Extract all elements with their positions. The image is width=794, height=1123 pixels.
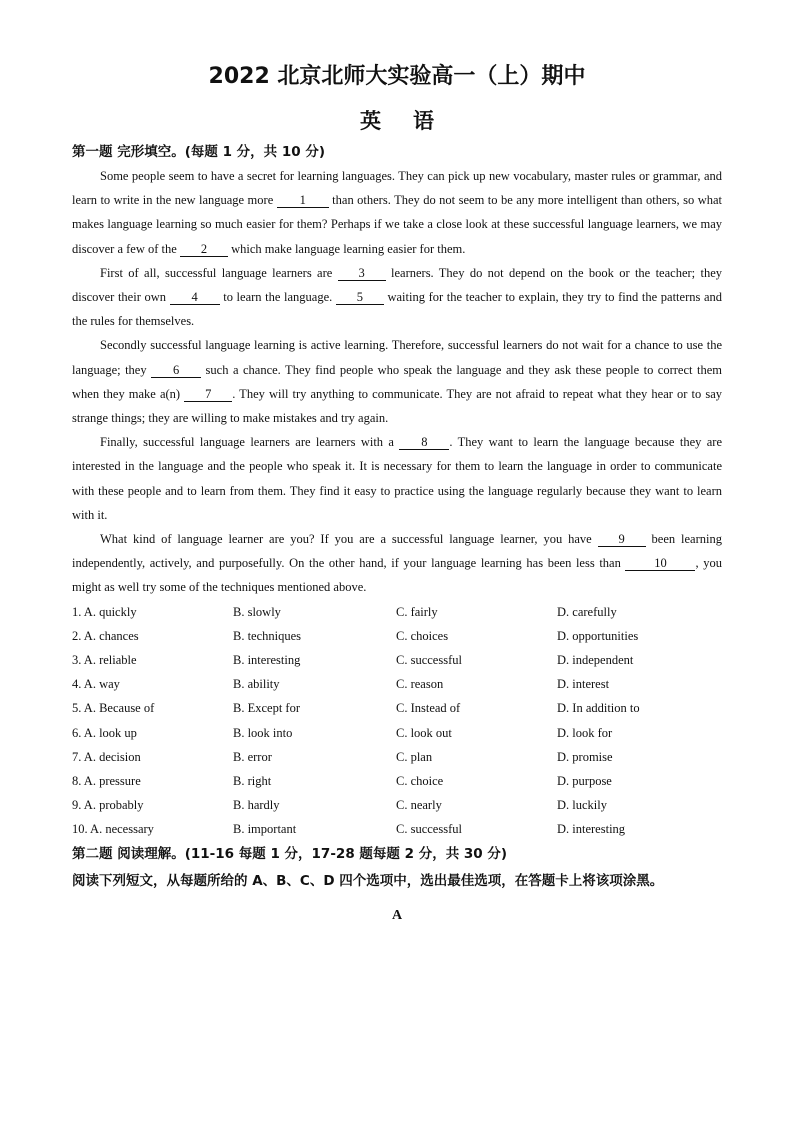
option-c: C. choice (396, 773, 444, 788)
option-d: D. purpose (557, 773, 612, 788)
text-segment: to learn the language. (219, 290, 336, 305)
text-segment: such a chance. They find people who speak the language and they ask these people to correct them when they make a(n) (72, 362, 722, 401)
option-d: D. luckily (557, 798, 607, 813)
text-segment: Finally, successful language learners are learners with a (100, 435, 400, 450)
option-d: D. In addition to (557, 701, 640, 716)
blank-1: 1 (277, 193, 329, 208)
passage-label: A (391, 907, 403, 923)
blank-7: 7 (184, 387, 232, 402)
option-a: 2. A. chances (72, 628, 139, 643)
option-d: D. carefully (557, 604, 617, 619)
text-segment: , you might as well try some of the techniques mentioned above. (72, 556, 722, 595)
option-a: 10. A. necessary (72, 822, 154, 837)
option-c: C. successful (396, 822, 462, 837)
subject-title: 英语 (360, 109, 466, 133)
text-segment: . They will try anything to communicate. They are not afraid to repeat what they hear or to say strange things; they are willing to make mistakes and try again. (72, 386, 722, 426)
option-b: B. right (233, 773, 272, 788)
option-a: 8. A. pressure (72, 773, 141, 788)
option-row-8 (72, 769, 722, 793)
option-b: B. slowly (233, 604, 281, 619)
exam-title: 2022 北京北师大实验高一（上）期中 (208, 64, 586, 89)
option-c: C. choices (396, 628, 449, 643)
option-d: D. interesting (557, 822, 626, 837)
cloze-options (72, 600, 722, 842)
option-b: B. techniques (233, 628, 302, 643)
option-row-5 (72, 696, 722, 720)
option-row-10 (72, 817, 722, 841)
option-b: B. interesting (233, 653, 301, 668)
section2-heading: 第二题 阅读理解。(11-16 每题 1 分，17-28 题每题 2 分，共 30 分) (72, 845, 508, 862)
option-d: D. promise (557, 749, 613, 764)
option-a: 5. A. Because of (72, 701, 155, 716)
option-d: D. interest (557, 677, 610, 692)
option-d: D. opportunities (557, 628, 639, 643)
option-b: B. look into (233, 725, 293, 740)
cloze-paragraph-5 (72, 527, 722, 600)
cloze-paragraph-3 (72, 333, 722, 430)
option-a: 9. A. probably (72, 798, 144, 813)
option-c: C. successful (396, 653, 462, 668)
option-a: 1. A. quickly (72, 604, 137, 619)
text-segment: than others. They do not seem to be any more intelligent than others, so what makes language learning so much easier for them? Perhaps if we take a close look at these successful language learners, we may discover a few of the (72, 193, 722, 256)
option-c: C. Instead of (396, 701, 461, 716)
text-segment: which make language learning easier for them. (227, 241, 466, 256)
option-b: B. hardly (233, 798, 280, 813)
option-c: C. plan (396, 749, 433, 764)
cloze-paragraph-2 (72, 261, 722, 334)
blank-4: 4 (170, 290, 220, 305)
option-d: D. look for (557, 725, 613, 740)
option-b: B. ability (233, 677, 280, 692)
blank-10: 10 (625, 556, 695, 571)
option-row-6 (72, 721, 722, 745)
option-a: 4. A. way (72, 677, 120, 692)
blank-9: 9 (598, 532, 646, 547)
option-c: C. look out (396, 725, 452, 740)
text-segment: First of all, successful language learners are (100, 265, 338, 280)
option-b: B. Except for (233, 701, 300, 716)
option-row-3 (72, 648, 722, 672)
text-segment: What kind of language learner are you? If you are a successful language learner, you have (100, 532, 598, 547)
option-c: C. nearly (396, 798, 442, 813)
option-c: C. reason (396, 677, 444, 692)
option-b: B. important (233, 822, 297, 837)
option-b: B. error (233, 749, 272, 764)
option-a: 7. A. decision (72, 749, 141, 764)
blank-6: 6 (151, 363, 201, 378)
section2-instruction: 阅读下列短文，从每题所给的 A、B、C、D 四个选项中，选出最佳选项，在答题卡上将该项涂黑。 (72, 872, 664, 889)
exam-page (72, 56, 722, 928)
cloze-paragraph-1 (72, 164, 722, 261)
option-a: 3. A. reliable (72, 653, 137, 668)
text-segment: waiting for the teacher to explain, they try to find the patterns and the rules for themselves. (72, 290, 722, 329)
option-row-7 (72, 745, 722, 769)
option-a: 6. A. look up (72, 725, 137, 740)
blank-8: 8 (399, 435, 449, 450)
text-segment: Secondly successful language learning is active learning. Therefore, successful learners do not wait for a chance to use the language; they (72, 338, 722, 377)
cloze-paragraph-4 (72, 430, 722, 527)
text-segment: Some people seem to have a secret for learning languages. They can pick up new vocabulary, master rules or grammar, and learn to write in the new language more (72, 169, 722, 208)
option-c: C. fairly (396, 604, 438, 619)
text-segment: been learning independently, actively, and purposefully. On the other hand, if your language learning has been less than (72, 532, 722, 571)
option-d: D. independent (557, 653, 634, 668)
section1-heading: 第一题 完形填空。(每题 1 分，共 10 分) (72, 144, 326, 160)
blank-2: 2 (180, 242, 228, 257)
option-row-9 (72, 793, 722, 817)
option-row-1 (72, 600, 722, 624)
option-row-4 (72, 672, 722, 696)
blank-3: 3 (338, 266, 386, 281)
text-segment: . They want to learn the language because they are interested in the language and the people who speak it. It is necessary for them to learn the language in order to communicate with these people and to learn from them. They find it easy to practice using the language regularly because they want to learn with it. (72, 435, 722, 522)
text-segment: learners. They do not depend on the book or the teacher; they discover their own (72, 265, 722, 305)
blank-5: 5 (336, 290, 384, 305)
option-row-2 (72, 624, 722, 648)
